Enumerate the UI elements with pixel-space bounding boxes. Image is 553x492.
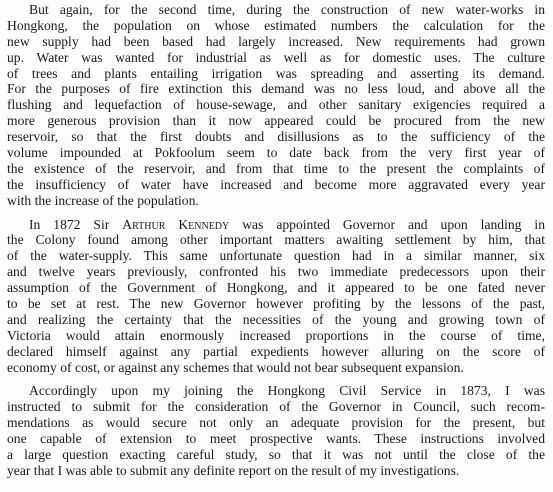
paragraph-water-works — [7, 2, 545, 209]
text-line: to be set at rest. The new Governor however profiting by the lessons of the past, — [7, 296, 545, 312]
text-line: a large question exacting careful study, so that it was not until the close of the — [7, 447, 545, 463]
text-line: assumption of the Government of Hongkong, and it appeared to be one fated never — [7, 280, 545, 296]
text-line: Victoria would attain enormously increased proportions in the course of time, — [7, 327, 545, 343]
governor-name: Arthur Kennedy — [122, 216, 230, 232]
text-line: the insufficiency of water have increased and become more aggravated every year — [7, 176, 545, 192]
text-fragment: was appointed Governor and upon landing in — [229, 216, 545, 232]
text-line: of the water-supply. This same unfortunate question had in a similar manner, six — [7, 248, 545, 264]
text-line: declared himself against any partial expedients however alluring on the score of — [7, 343, 545, 359]
text-line: For the purposes of fire extinction this demand was no less loud, and above all the — [7, 81, 545, 97]
text-line: Hongkong, the population on whose estimated numbers the calculation for the — [7, 17, 545, 33]
text-line: But again, for the second time, during the construction of new water-works in — [29, 2, 545, 17]
text-line: up. Water was wanted for industrial as well as for domestic uses. The culture — [7, 49, 545, 65]
text-line: and twelve years previously, confronted his two immediate predecessors upon their — [7, 264, 545, 280]
text-line: and realizing the certainty that the necessities of the young and growing town of — [7, 311, 545, 327]
text-line-with-name — [7, 217, 545, 233]
text-line: the existence of the reservoir, and from that time to the present the complaints of — [7, 160, 545, 176]
text-line: one capable of extension to meet prospective wants. These instructions involved — [7, 431, 545, 447]
text-line: new supply had been based had largely increased. New requirements had grown — [7, 33, 545, 49]
text-line: with the increase of the population. — [7, 192, 199, 208]
text-fragment: In 1872 Sir — [29, 216, 123, 232]
text-line: Accordingly upon my joining the Hongkong Civil Service in 1873, I was — [29, 383, 545, 399]
text-line: of trees and plants entailing irrigation was spreading and asserting its demand. — [7, 65, 545, 81]
text-line: economy of cost, or against any schemes that would not bear subsequent expansion. — [7, 359, 464, 375]
paragraph-governor-kennedy — [7, 217, 545, 376]
paragraph-civil-service — [7, 383, 545, 478]
text-line: the Colony found among other important matters awaiting settlement by him, that — [7, 232, 545, 248]
text-line: flushing and lequefaction of house-sewage, and other sanitary exigencies required a — [7, 97, 545, 113]
text-line: year that I was able to submit any definite report on the result of my investigations. — [7, 462, 460, 478]
text-line: reservoir, so that the first doubts and disillusions as to the sufficiency of the — [7, 129, 545, 145]
text-line: more generous provision than it now appeared could be procured from the new — [7, 113, 545, 129]
text-line: mendations as would secure not only an adequate provision for the present, but — [7, 415, 545, 431]
text-line: instructed to submit for the consideration of the Governor in Council, such recom- — [7, 399, 545, 415]
text-line: volume impounded at Pokfoolum seem to date back from the very first year of — [7, 145, 545, 161]
